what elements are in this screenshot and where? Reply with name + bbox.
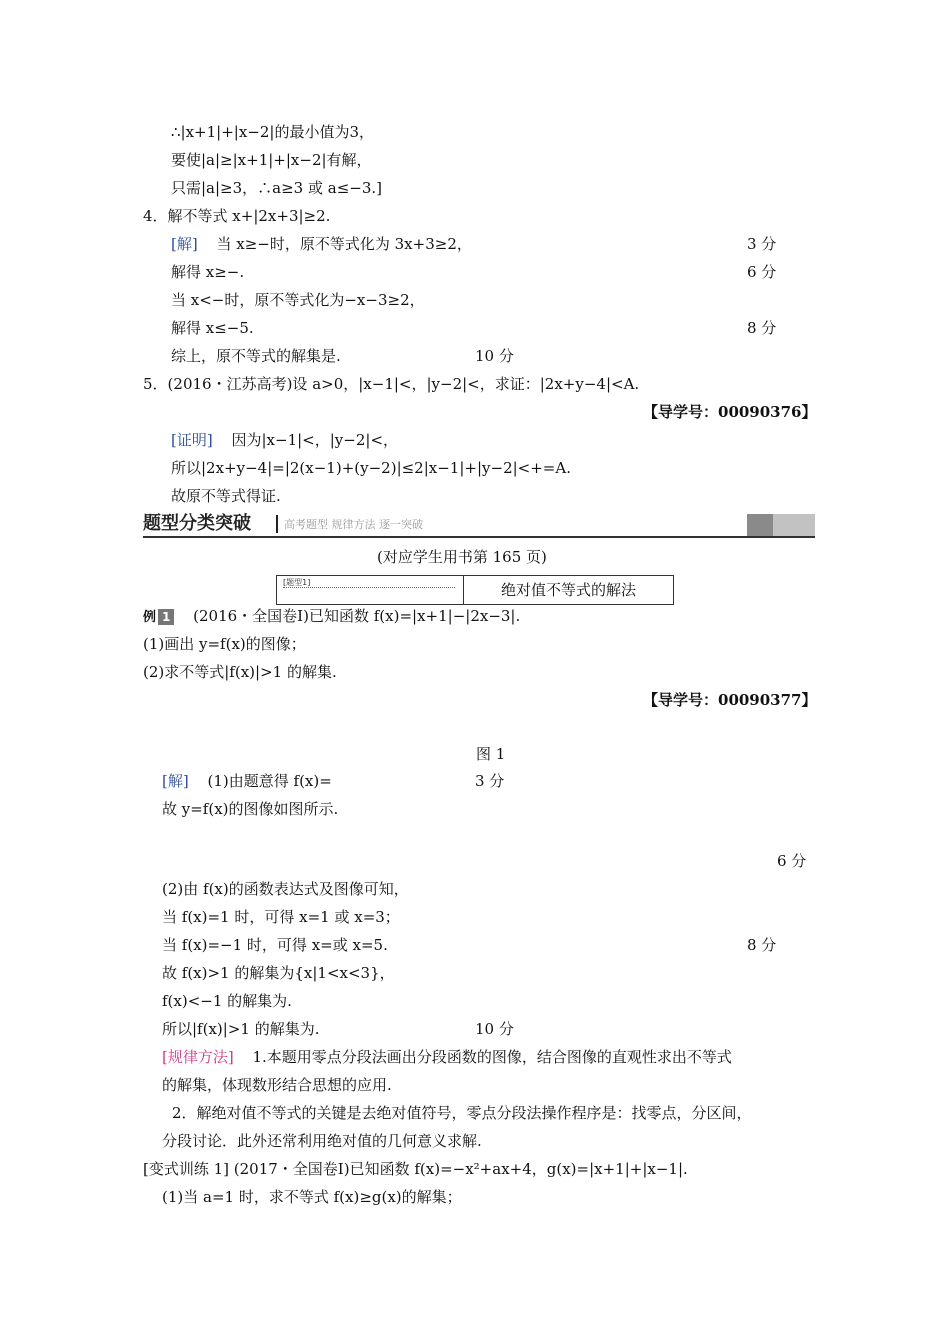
section-subtitle: 高考题型 规律方法 逐一突破 <box>284 518 423 531</box>
banner-divider <box>276 515 278 533</box>
solution-line: 当 f(x)=−1 时，可得 x=或 x=5. <box>162 936 388 954</box>
text-line: 只需|a|≥3，∴a≥3 或 a≤−3.] <box>171 179 382 197</box>
score: 3 分 <box>475 772 505 790</box>
solution-line: 解得 x≤−5. <box>171 319 254 337</box>
question-4-stem: 4．解不等式 x+|2x+3|≥2. <box>143 207 331 225</box>
score: 10 分 <box>475 347 514 365</box>
text-line: ∴|x+1|+|x−2|的最小值为3， <box>171 123 375 141</box>
example-badge <box>143 609 174 626</box>
solution-line: 综上，原不等式的解集是. <box>171 347 341 365</box>
score: 10 分 <box>475 1020 514 1038</box>
solution-line: 所以|f(x)|>1 的解集为. <box>162 1020 320 1038</box>
example-part: (1)画出 y=f(x)的图像； <box>143 635 306 653</box>
solution-line: (2)由 f(x)的函数表达式及图像可知， <box>162 880 409 898</box>
book-reference: (对应学生用书第 165 页) <box>377 548 547 566</box>
banner-rule <box>143 536 815 538</box>
method-tag: [规律方法] <box>162 1048 234 1066</box>
proof-line: 故原不等式得证. <box>171 487 281 505</box>
solution-line: 当 x<−时，原不等式化为−x−3≥2， <box>171 291 425 309</box>
method-line: 的解集，体现数形结合思想的应用. <box>162 1076 392 1094</box>
score: 6 分 <box>747 263 777 281</box>
question-5-stem: 5．(2016・江苏高考)设 a>0，|x−1|<，|y−2|<，求证：|2x+y−4|<A. <box>143 375 640 393</box>
figure-caption: 图 1 <box>476 745 506 763</box>
section-banner <box>143 512 815 538</box>
proof-line: 所以|2x+y−4|=|2(x−1)+(y−2)|≤2|x−1|+|y−2|<+=A. <box>171 459 571 477</box>
section-title: 题型分类突破 <box>143 513 251 534</box>
example-line <box>143 606 520 626</box>
solution-line <box>162 771 332 791</box>
solution-line: 解得 x≥−. <box>171 263 245 281</box>
text-line: 要使|a|≥|x+1|+|x−2|有解， <box>171 151 372 169</box>
variant-line: [变式训练 1] (2017・全国卷Ⅰ)已知函数 f(x)=−x²+ax+4，g(x)=|x+1|+|x−1|. <box>143 1160 688 1178</box>
example-part: (2)求不等式|f(x)|>1 的解集. <box>143 663 337 681</box>
example-number: 1 <box>158 609 174 625</box>
solution-tag: [解] <box>162 772 189 790</box>
solution-line: 故 f(x)>1 的解集为{x|1<x<3}， <box>162 964 395 982</box>
method-line: 2．解绝对值不等式的关键是去绝对值符号，零点分段法操作程序是：找零点，分区间， <box>172 1104 752 1122</box>
score: 3 分 <box>747 235 777 253</box>
banner-decoration <box>747 514 773 536</box>
score: 6 分 <box>777 852 807 870</box>
score: 8 分 <box>747 936 777 954</box>
solution-line <box>171 234 472 254</box>
solution-line: 当 f(x)=1 时，可得 x=1 或 x=3； <box>162 908 400 926</box>
topic-tag: [题型1] <box>283 578 311 587</box>
solution-line: f(x)<−1 的解集为. <box>162 992 292 1010</box>
example-stem: (2016・全国卷Ⅰ)已知函数 f(x)=|x+1|−|2x−3|. <box>193 607 521 625</box>
proof-tag: [证明] <box>171 431 213 449</box>
dotted-line <box>283 587 455 588</box>
guide-number: 【导学号：00090377】 <box>643 691 817 709</box>
proof-text: 因为|x−1|<，|y−2|<， <box>231 431 399 449</box>
method-line: 分段讨论．此外还常利用绝对值的几何意义求解. <box>162 1132 482 1150</box>
method-line <box>162 1047 732 1067</box>
variant-line: (1)当 a=1 时，求不等式 f(x)≥g(x)的解集； <box>162 1188 462 1206</box>
solution-tag: [解] <box>171 235 198 253</box>
method-text: 1.本题用零点分段法画出分段函数的图像，结合图像的直观性求出不等式 <box>252 1048 732 1066</box>
banner-decoration <box>773 514 815 536</box>
topic-box <box>276 575 674 605</box>
example-badge-label: 例 <box>143 610 157 625</box>
solution-line: 故 y=f(x)的图像如图所示. <box>162 800 339 818</box>
score: 8 分 <box>747 319 777 337</box>
proof-line <box>171 430 398 450</box>
topic-label-cell <box>277 576 464 604</box>
solution-text: 当 x≥−时，原不等式化为 3x+3≥2， <box>216 235 472 253</box>
guide-number: 【导学号：00090376】 <box>643 403 817 421</box>
topic-title: 绝对值不等式的解法 <box>500 581 636 599</box>
solution-text: (1)由题意得 f(x)= <box>207 772 332 790</box>
